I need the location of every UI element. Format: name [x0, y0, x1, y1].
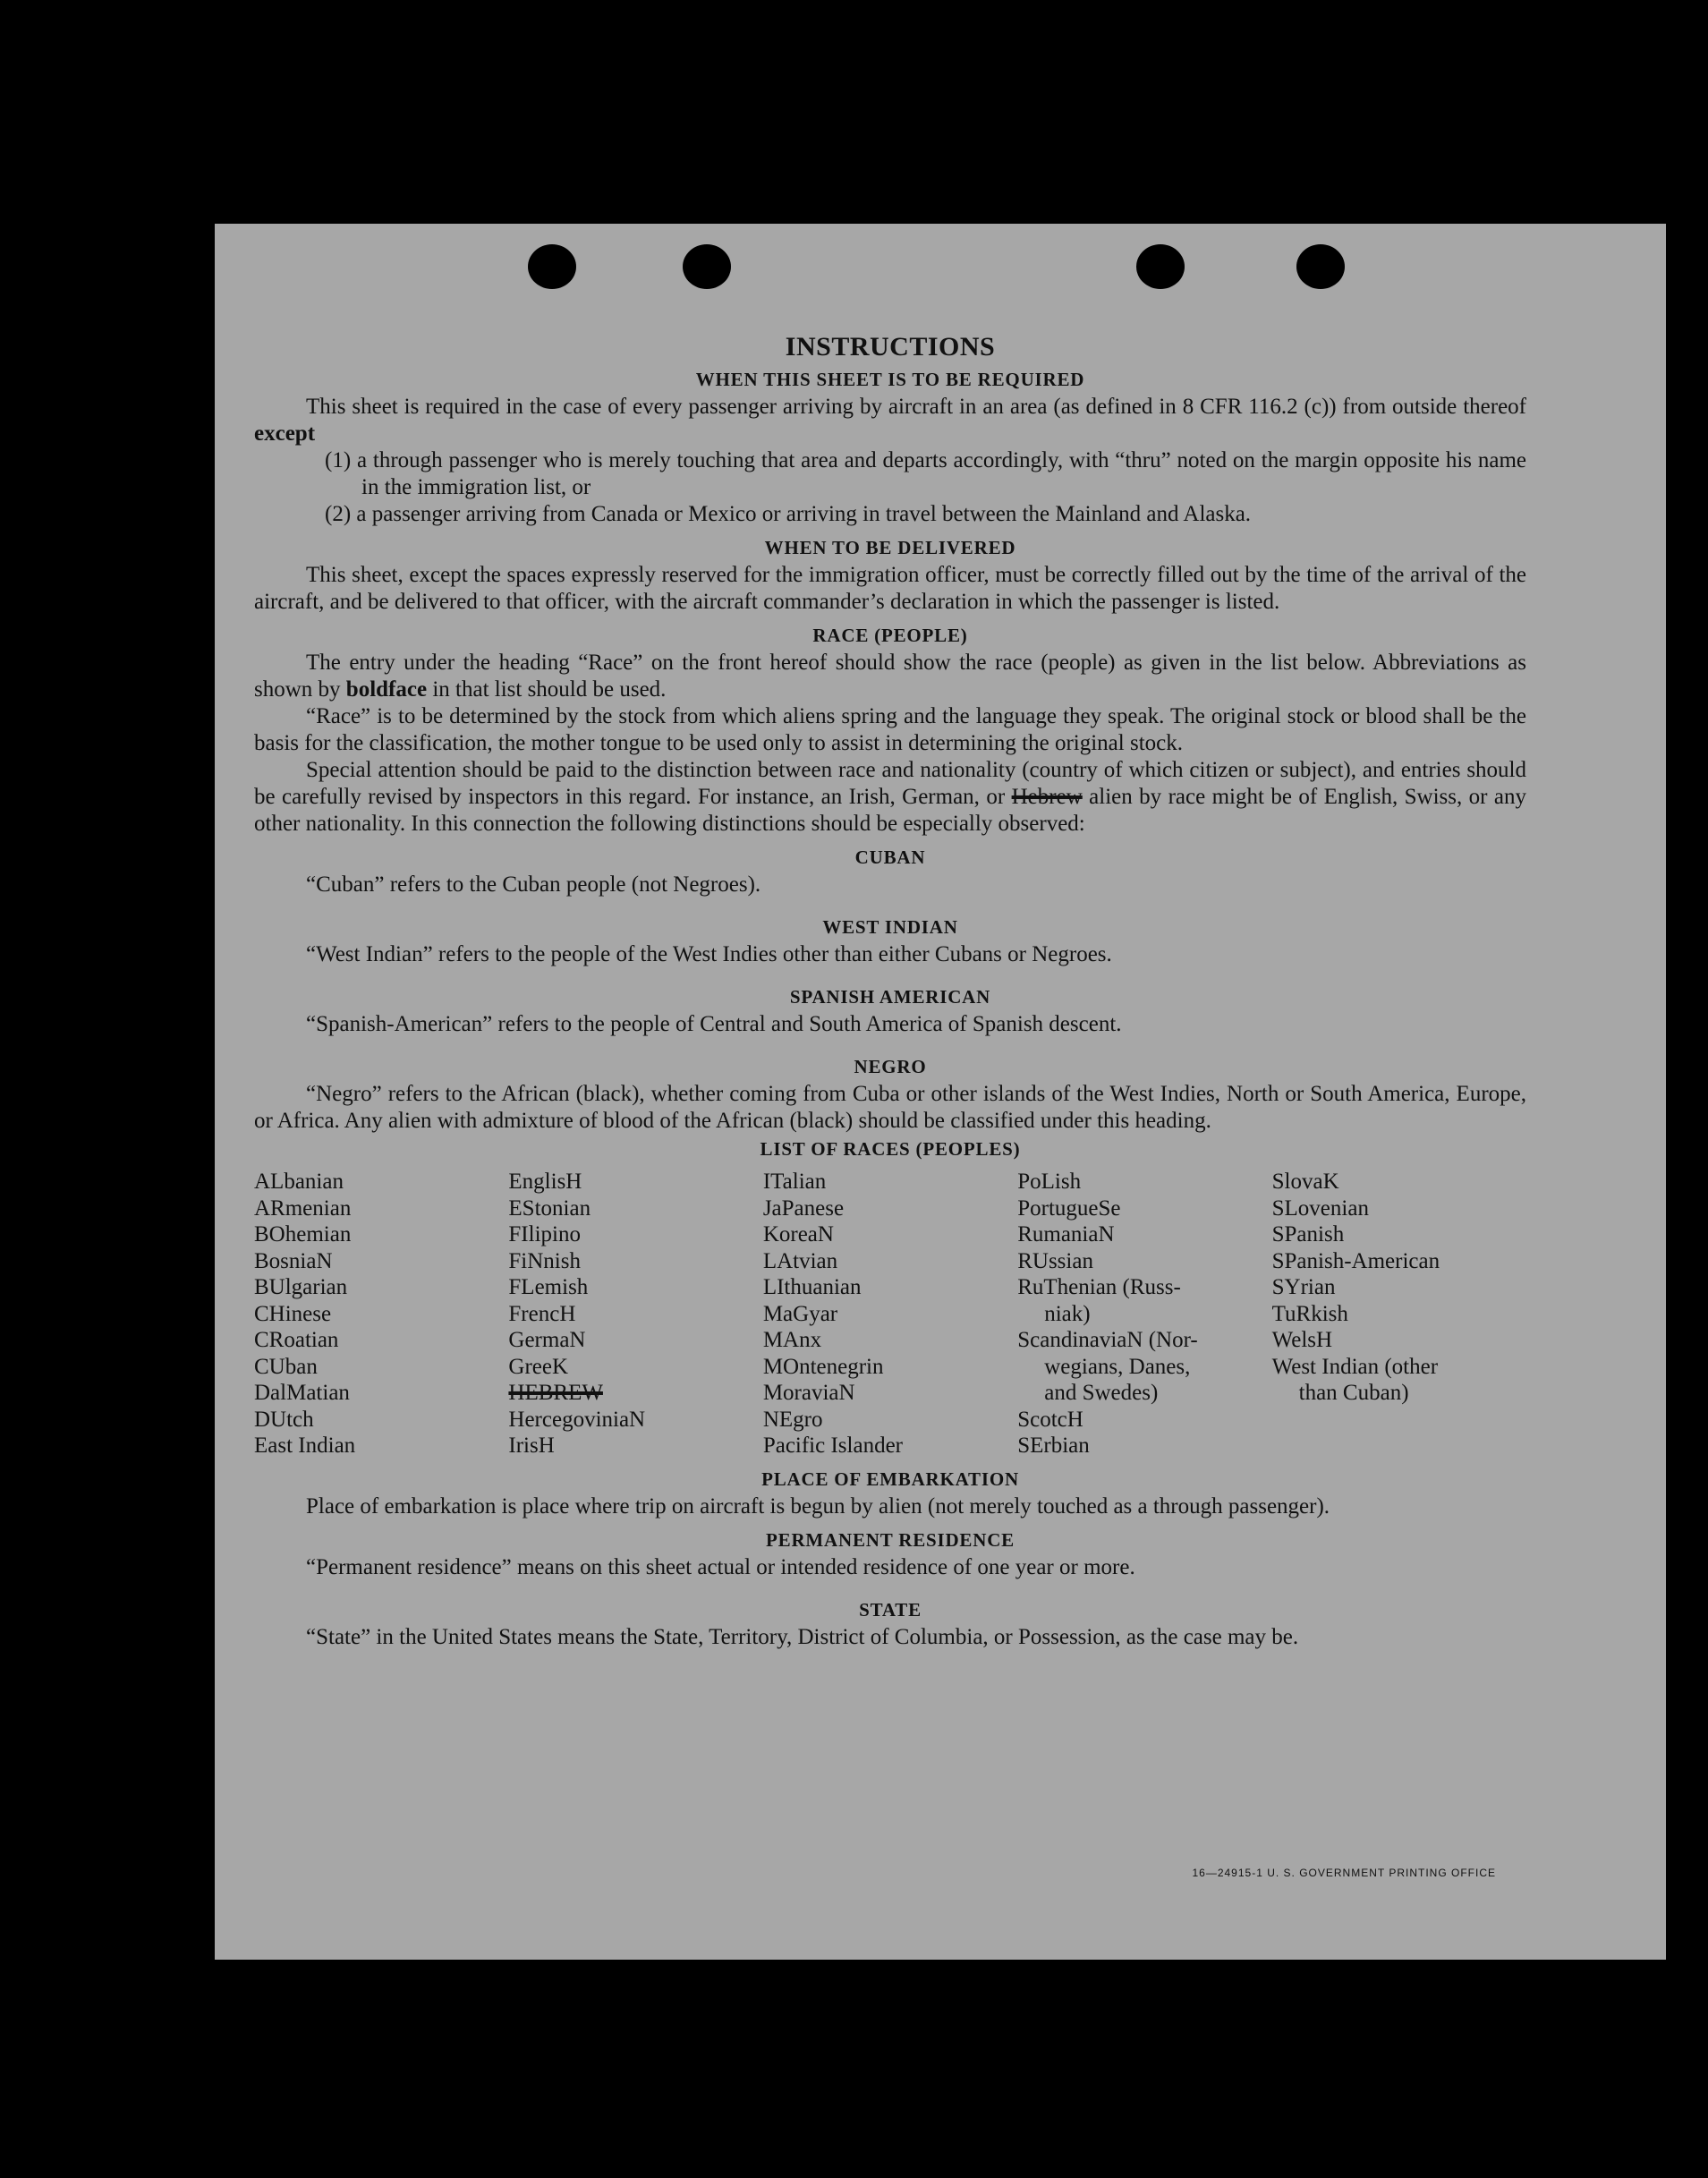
negro-text: “Negro” refers to the African (black), whether coming from Cuba or other islands of the West Indies, North or South America, Europe, or Africa. Any alien with admixture of blood of the African (black) should be classified under this heading.: [254, 1082, 1526, 1133]
race-item: KoreaN: [762, 1222, 834, 1246]
section-heading-list-of-races: LIST OF RACES (PEOPLES): [760, 1138, 1021, 1160]
page-title: INSTRUCTIONS: [785, 332, 996, 362]
races-column-4: [1017, 1169, 1271, 1459]
race-item: FLemish: [508, 1275, 589, 1299]
race-item: GreeK: [508, 1354, 569, 1379]
punch-hole: [1296, 244, 1345, 289]
race-item: NEgro: [762, 1407, 823, 1432]
state-text: “State” in the United States means the State, Territory, District of Columbia, or Possession, as the case may be.: [306, 1624, 1299, 1649]
race-item: SLovenian: [1271, 1195, 1369, 1221]
race-item: CRoatian: [254, 1328, 339, 1352]
race-item: SErbian: [1017, 1434, 1090, 1458]
race-item: ScandinaviaN (Nor-: [1017, 1328, 1198, 1352]
race-item: GermaN: [508, 1328, 586, 1352]
section-heading-west-indian: WEST INDIAN: [822, 916, 958, 938]
race-item: West Indian (other: [1271, 1354, 1439, 1379]
race-item: ITalian: [762, 1170, 827, 1194]
race-item: RumaniaN: [1017, 1222, 1115, 1246]
race-item: EStonian: [508, 1195, 591, 1221]
race-item: SYrian: [1271, 1275, 1336, 1299]
race-item: TuRkish: [1271, 1301, 1348, 1326]
race-item: BUlgarian: [254, 1275, 348, 1299]
race-item: SPanish: [1271, 1222, 1345, 1246]
race-item: FiNnish: [508, 1248, 581, 1273]
races-column-3: [763, 1169, 1017, 1459]
race-item: JaPanese: [762, 1195, 845, 1221]
race-item: ALbanian: [254, 1170, 344, 1194]
section-heading-cuban: CUBAN: [854, 847, 926, 868]
section-heading-required: WHEN THIS SHEET IS TO BE REQUIRED: [695, 369, 1085, 390]
races-column-2: [508, 1169, 762, 1459]
punch-hole: [528, 244, 576, 289]
document-body: [254, 329, 1526, 1651]
race-item: ScotcH: [1017, 1407, 1083, 1432]
race-item: BosniaN: [254, 1248, 333, 1273]
race-item: MaGyar: [762, 1301, 838, 1326]
race-paragraph-2: “Race” is to be determined by the stock from which aliens spring and the language they speak. The original stock or blood shall be the basis for the classification, the mother tongue to be used only to assist in determining the original stock.: [254, 704, 1526, 755]
section-heading-race: RACE (PEOPLE): [812, 625, 968, 646]
race-item: EnglisH: [508, 1170, 582, 1194]
race-item: SPanish-American: [1271, 1248, 1440, 1273]
races-list: [254, 1169, 1526, 1459]
instruction-sheet: [215, 224, 1666, 1960]
exception-1: (1) a through passenger who is merely touching that area and departs accordingly, with “thru” noted on the margin opposite his name in the immigration list, or: [325, 448, 1526, 499]
race-paragraph-1: The entry under the heading “Race” on the front hereof should show the race (people) as given in the list below. Abbreviations as shown by boldface in that list should be used.: [254, 651, 1526, 702]
race-item-continued: niak): [1044, 1301, 1091, 1326]
race-item: BOhemian: [254, 1222, 352, 1246]
section-heading-state: STATE: [859, 1598, 922, 1621]
race-item: LIthuanian: [762, 1275, 862, 1299]
race-item: PoLish: [1017, 1170, 1082, 1194]
race-item-continued: and Swedes): [1044, 1381, 1159, 1405]
race-item: FrencH: [508, 1301, 576, 1326]
section-heading-spanish-american: SPANISH AMERICAN: [789, 986, 991, 1008]
race-item: WelsH: [1271, 1328, 1333, 1352]
races-column-1: [254, 1169, 508, 1459]
race-item: SlovaK: [1271, 1170, 1339, 1194]
race-item: FIlipino: [508, 1222, 581, 1246]
section-heading-embarkation: PLACE OF EMBARKATION: [761, 1468, 1019, 1490]
struck-word: Hebrew: [1011, 785, 1083, 809]
section-heading-residence: PERMANENT RESIDENCE: [766, 1528, 1015, 1551]
race-item: MOntenegrin: [762, 1354, 884, 1379]
race-item-continued: than Cuban): [1298, 1381, 1409, 1405]
race-item: Pacific Islander: [762, 1434, 903, 1458]
race-item-struck: HEBREW: [508, 1381, 603, 1405]
required-text: This sheet is required in the case of every passenger arriving by aircraft in an area (as defined in 8 CFR 116.2 (c)) from outside thereof except: [254, 395, 1526, 446]
race-item: CUban: [254, 1354, 318, 1379]
race-item: RUssian: [1017, 1248, 1093, 1273]
printing-office-note: 16—24915-1 U. S. GOVERNMENT PRINTING OFFICE: [1192, 1867, 1496, 1879]
race-item: MoraviaN: [762, 1381, 855, 1405]
race-item: RuThenian (Russ-: [1017, 1275, 1181, 1299]
section-heading-negro: NEGRO: [854, 1056, 927, 1077]
section-heading-delivered: WHEN TO BE DELIVERED: [764, 537, 1016, 558]
exception-2: (2) a passenger arriving from Canada or Mexico or arriving in travel between the Mainland and Alaska.: [325, 502, 1252, 526]
race-item-continued: wegians, Danes,: [1044, 1354, 1191, 1379]
punch-hole: [683, 244, 731, 289]
race-item: LAtvian: [762, 1248, 838, 1273]
spanish-american-text: “Spanish-American” refers to the people of Central and South America of Spanish descent.: [306, 1012, 1122, 1036]
race-paragraph-3: Special attention should be paid to the distinction between race and nationality (country of which citizen or subject), and entries should be carefully revised by inspectors in this regard. For instance, an Irish, German, or Hebrew alien by race might be of English, Swiss, or any other nationality. In this connection the following distinctions should be especially observed:: [254, 758, 1527, 836]
race-item: CHinese: [254, 1301, 332, 1326]
residence-text: “Permanent residence” means on this sheet actual or intended residence of one year or more.: [306, 1554, 1135, 1579]
punch-hole: [1136, 244, 1185, 289]
race-item: IrisH: [508, 1434, 555, 1458]
delivered-text: This sheet, except the spaces expressly reserved for the immigration officer, must be correctly filled out by the time of the arrival of the aircraft, and be delivered to that officer, with the aircraft commander’s declaration in which the passenger is listed.: [254, 563, 1526, 614]
race-item: MAnx: [762, 1328, 822, 1352]
race-item: East Indian: [254, 1434, 356, 1458]
race-item: DUtch: [254, 1407, 314, 1432]
embarkation-text: Place of embarkation is place where trip on aircraft is begun by alien (not merely touched as a through passenger).: [306, 1493, 1330, 1519]
races-column-5: [1272, 1169, 1526, 1459]
west-indian-text: “West Indian” refers to the people of the West Indies other than either Cubans or Negroes.: [306, 942, 1112, 966]
race-item: ARmenian: [254, 1195, 352, 1221]
race-item: DalMatian: [254, 1381, 350, 1405]
cuban-text: “Cuban” refers to the Cuban people (not Negroes).: [306, 872, 761, 897]
race-item: PortugueSe: [1017, 1195, 1121, 1221]
race-item: HercegoviniaN: [508, 1407, 646, 1432]
